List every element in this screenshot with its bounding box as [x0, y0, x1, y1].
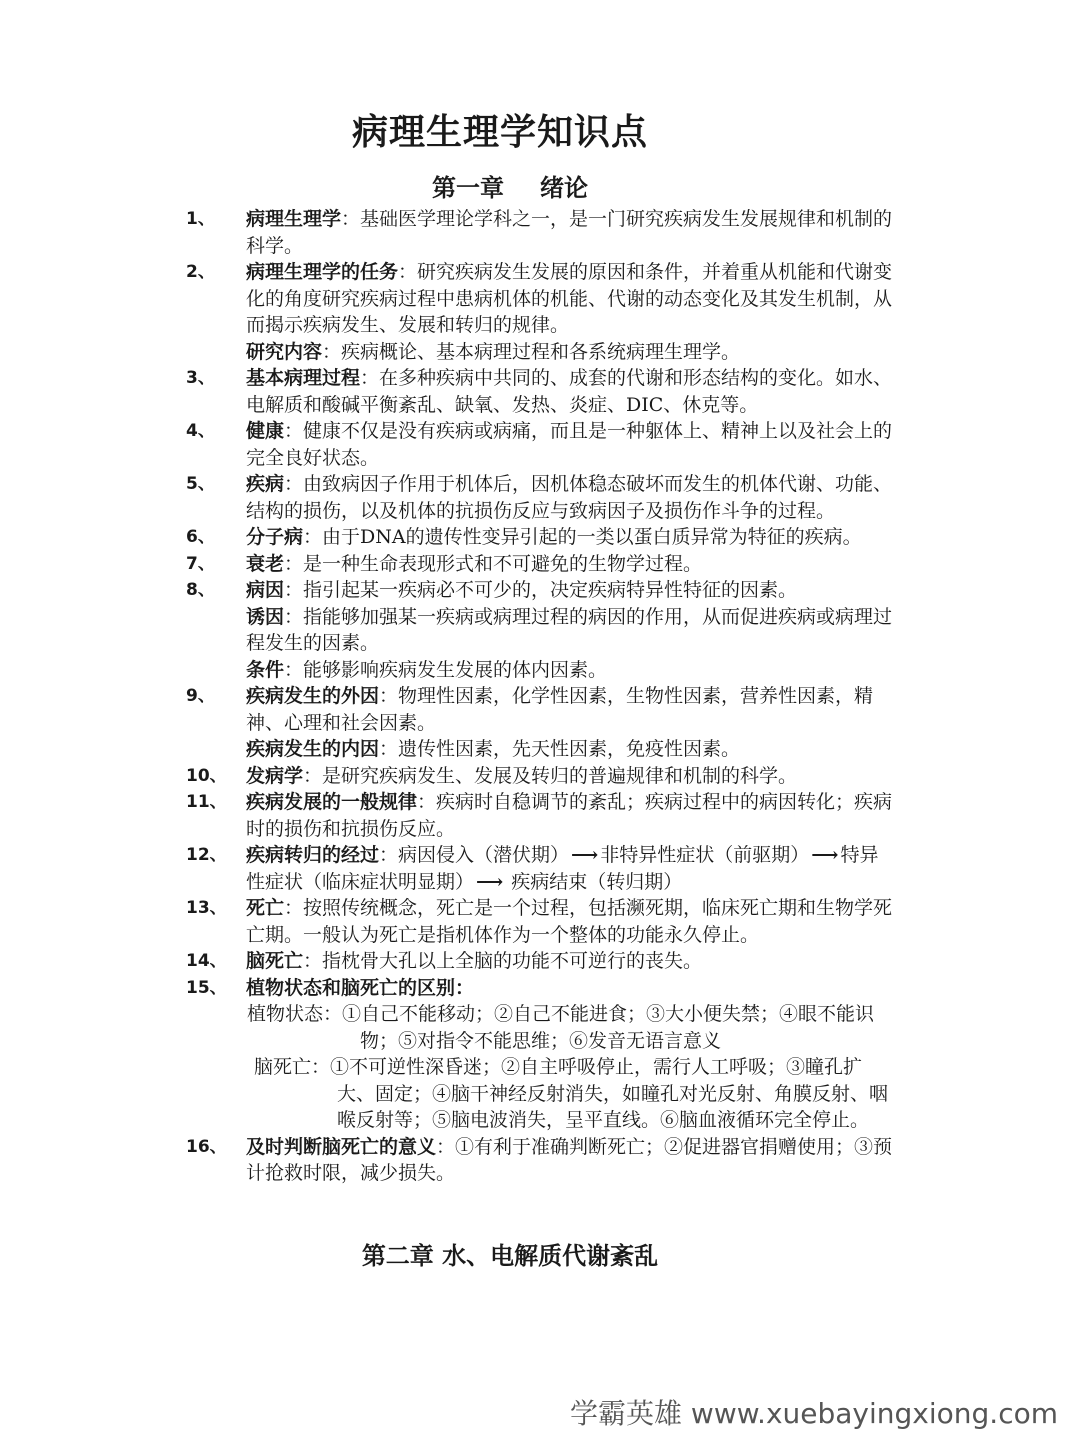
list-item: [0, 206, 896, 259]
item-number: 13、: [186, 898, 227, 918]
item-term: 疾病发生的内因: [246, 738, 380, 760]
item-text: ：指引起某一疾病必不可少的，决定疾病特异性特征的因素。: [284, 579, 798, 601]
item-text: ：遗传性因素，先天性因素，免疫性因素。: [379, 738, 741, 760]
item-number: 7、: [186, 553, 215, 574]
item-number: 14、: [186, 951, 227, 971]
item-text: ：由于DNA的遗传性变异引起的一类以蛋白质异常为特征的疾病。: [303, 526, 862, 548]
item-text: ：研究疾病发生发展的原因和条件，并着重从机能和代谢变化的角度研究疾病过程中患病机体的机能、代谢的动态变化及其发生机制，从而揭示疾病发生、发展和转归的规律。: [246, 261, 893, 336]
item-term: 研究内容: [246, 340, 323, 363]
item-term: 健康: [246, 420, 285, 442]
list-item: [0, 842, 896, 895]
item-number: 6、: [186, 527, 215, 547]
item-term: 植物状态和脑死亡的区别：: [246, 976, 475, 999]
item-text: ：指枕骨大孔以上全脑的功能不可逆行的丧失。: [303, 950, 703, 972]
item-text: ：病因侵入（潜伏期）: [379, 844, 570, 866]
list-item: [0, 418, 896, 471]
item-text: ：健康不仅是没有疾病或病痛，而且是一种躯体上、精神上以及社会上的完全良好状态。: [246, 420, 893, 469]
page-title: 病理生理学知识点: [351, 112, 648, 153]
chapter-name: 绪论: [540, 174, 588, 202]
item-text: ：①有利于准确判断死亡；②促进器官捐赠使用；③预计抢救时限，减少损失。: [246, 1135, 893, 1184]
item-text: 特异性症状（临床症状明显期）: [246, 844, 879, 893]
list-item: [0, 365, 896, 418]
item-term: 疾病转归的经过: [246, 844, 380, 866]
chapter-2-heading: 第二章 水、电解质代谢紊乱: [361, 1242, 659, 1270]
item-text: ：指能够加强某一疾病或病理过程的病因的作用，从而促进疾病或病理过程发生的因素。: [246, 605, 893, 654]
item-term: 病理生理学的任务: [246, 261, 399, 283]
item-number: 10、: [186, 765, 227, 786]
item-term: 及时判断脑死亡的意义: [246, 1135, 437, 1158]
item-text: ：能够影响疾病发生发展的体内因素。: [284, 658, 608, 681]
list-item: [0, 259, 896, 339]
list-subitem: [0, 657, 896, 684]
chapter-label: 第一章: [432, 174, 504, 202]
list-item: [0, 524, 896, 551]
item-text: ：物理性因素，化学性因素，生物性因素，营养性因素，精神、心理和社会因素。: [246, 685, 874, 734]
vegetative-state-description: 植物状态：①自己不能移动；②自己不能进食；③大小便失禁；④眼不能识物；⑤对指令不能思维；⑥发音无语言意义: [247, 1003, 875, 1052]
item-text: ：由致病因子作用于机体后，因机体稳态破坏而发生的机体代谢、功能、结构的损伤，以及机体的抗损伤反应与致病因子及损伤作斗争的过程。: [246, 473, 893, 522]
item-text: ：是一种生命表现形式和不可避免的生物学过程。: [284, 552, 703, 575]
item-number: 8、: [186, 580, 215, 600]
list-item: [0, 551, 896, 578]
item-number: 4、: [186, 421, 215, 441]
item-text: ：疾病时自稳调节的紊乱；疾病过程中的病因转化；疾病时的损伤和抗损伤反应。: [246, 791, 893, 840]
item-term: 疾病: [246, 473, 285, 495]
item-term: 病因: [246, 579, 285, 601]
item-text: 非特异性症状（前驱期）: [600, 844, 810, 866]
arrow-right-icon: ⟶: [811, 844, 839, 866]
item-number: 15、: [186, 977, 227, 998]
item-term: 疾病发生的外因: [246, 685, 380, 707]
item-number: 11、: [186, 792, 227, 812]
list-item: [0, 471, 896, 524]
list-item: [0, 789, 896, 842]
item-text: ：在多种疾病中共同的、成套的代谢和形态结构的变化。如水、电解质和酸碱平衡紊乱、缺氧、发热、炎症、DIC、休克等。: [246, 367, 893, 416]
chapter-heading: [0, 168, 1020, 203]
list-item: [0, 763, 896, 790]
item-term: 诱因: [246, 605, 285, 628]
item-text: ：疾病概论、基本病理过程和各系统病理生理学。: [322, 340, 741, 363]
item-text: 疾病结束（转归期）: [505, 870, 683, 893]
item-number: 3、: [186, 368, 215, 388]
item-number: 2、: [186, 262, 215, 282]
item-term: 发病学: [246, 764, 304, 787]
item-number: 9、: [186, 686, 215, 706]
list-item: [0, 683, 896, 736]
item-term: 分子病: [246, 526, 304, 548]
list-subitem: [0, 736, 896, 763]
item-term: 病理生理学: [246, 208, 342, 230]
item-text: ：是研究疾病发生、发展及转归的普遍规律和机制的科学。: [303, 764, 798, 787]
document-body: [0, 206, 1080, 1187]
list-subitem: [0, 339, 896, 366]
brain-death-description: 脑死亡：①不可逆性深昏迷；②自主呼吸停止，需行人工呼吸；③瞳孔扩大、固定；④脑干神经反射消失，如瞳孔对光反射、角膜反射、咽喉反射等；⑤脑电波消失，呈平直线。⑥脑血液循环完全停止。: [254, 1056, 889, 1131]
list-item: [0, 895, 896, 948]
list-item: [0, 948, 896, 975]
item-term: 衰老: [246, 552, 285, 575]
list-item: [0, 975, 896, 1002]
list-subitem: [0, 604, 896, 657]
item-term: 死亡: [246, 897, 285, 919]
item-term: 条件: [246, 658, 285, 681]
item-number: 1、: [186, 209, 215, 229]
watermark: 学霸英雄 www.xuebayingxiong.com: [570, 1397, 1058, 1430]
item-text: ：基础医学理论学科之一，是一门研究疾病发生发展规律和机制的科学。: [246, 208, 893, 257]
item-number: 16、: [186, 1136, 227, 1157]
item-number: 5、: [186, 474, 215, 494]
list-item: [0, 1134, 896, 1187]
item-number: 12、: [186, 845, 227, 865]
list-item: [0, 577, 896, 604]
item-term: 疾病发展的一般规律: [246, 791, 418, 813]
item-term: 基本病理过程: [246, 367, 361, 389]
arrow-right-icon: ⟶: [476, 870, 504, 893]
item-term: 脑死亡: [246, 950, 304, 972]
item-text: ：按照传统概念，死亡是一个过程，包括濒死期，临床死亡期和生物学死亡期。一般认为死亡是指机体作为一个整体的功能永久停止。: [246, 897, 893, 946]
arrow-right-icon: ⟶: [571, 844, 599, 866]
